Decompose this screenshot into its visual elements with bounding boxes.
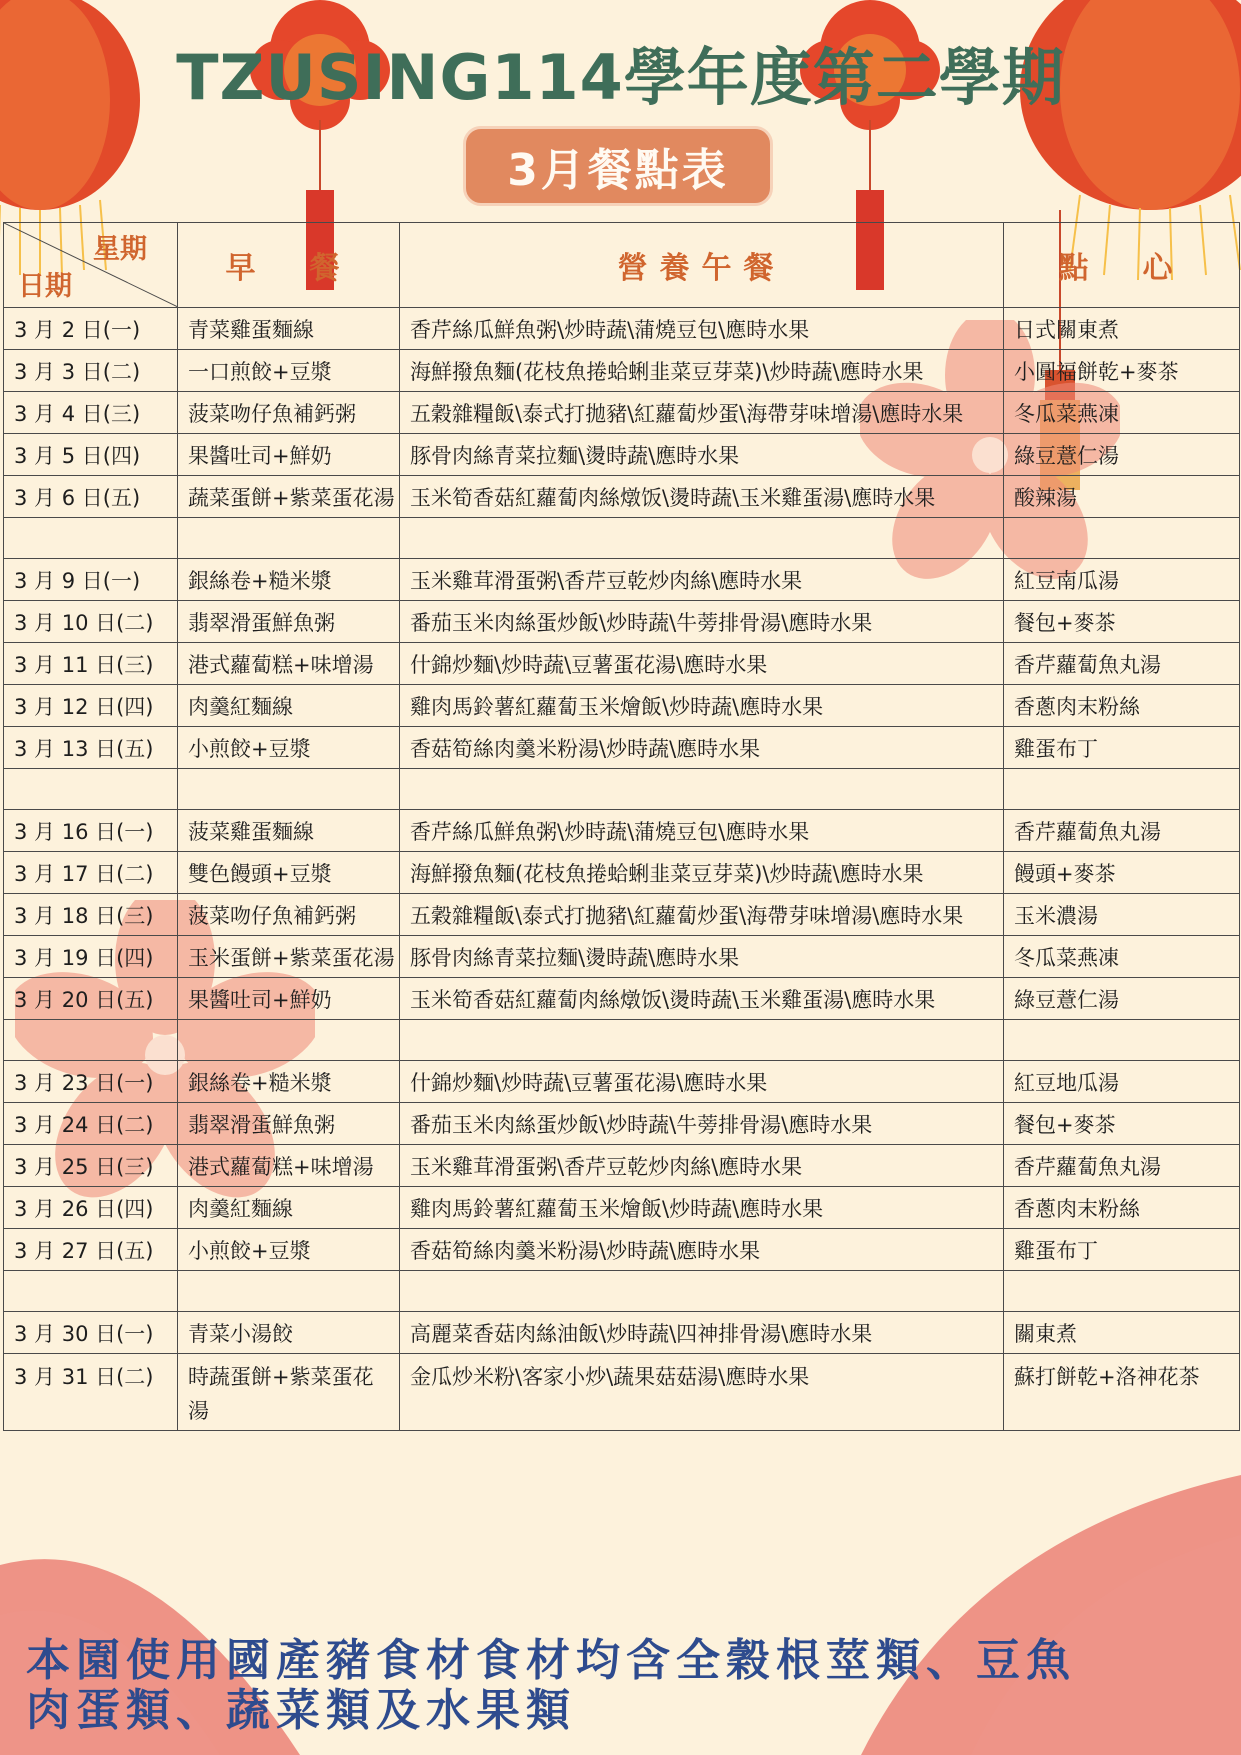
lunch-cell: 香菇筍絲肉羹米粉湯\炒時蔬\應時水果	[400, 1229, 1004, 1271]
empty-cell	[178, 1271, 400, 1312]
breakfast-cell: 玉米蛋餅+紫菜蛋花湯	[178, 936, 400, 978]
empty-cell	[4, 1271, 178, 1312]
table-row	[4, 978, 1240, 1020]
corner-date-label: 日期	[18, 271, 72, 302]
empty-cell	[178, 518, 400, 559]
footer-line-2: 肉蛋類、蔬菜類及水果類	[26, 1685, 576, 1736]
lunch-cell: 玉米筍香菇紅蘿蔔肉絲燉饭\燙時蔬\玉米雞蛋湯\應時水果	[400, 476, 1004, 518]
breakfast-cell: 銀絲卷+糙米漿	[178, 1061, 400, 1103]
breakfast-cell: 一口煎餃+豆漿	[178, 350, 400, 392]
lunch-cell: 玉米筍香菇紅蘿蔔肉絲燉饭\燙時蔬\玉米雞蛋湯\應時水果	[400, 978, 1004, 1020]
snack-cell: 關東煮	[1004, 1312, 1240, 1354]
date-cell: 3 月 12 日(四)	[4, 685, 178, 727]
date-cell: 3 月 6 日(五)	[4, 476, 178, 518]
lunch-cell: 香芹絲瓜鮮魚粥\炒時蔬\蒲燒豆包\應時水果	[400, 308, 1004, 350]
lunch-cell: 什錦炒麵\炒時蔬\豆薯蛋花湯\應時水果	[400, 1061, 1004, 1103]
table-gap-row	[4, 518, 1240, 559]
snack-cell: 冬瓜菜燕凍	[1004, 392, 1240, 434]
breakfast-cell: 時蔬蛋餅+紫菜蛋花湯	[178, 1354, 400, 1431]
meal-table	[3, 222, 1240, 1431]
snack-cell: 酸辣湯	[1004, 476, 1240, 518]
table-row	[4, 1187, 1240, 1229]
date-cell: 3 月 16 日(一)	[4, 810, 178, 852]
table-row	[4, 1145, 1240, 1187]
date-cell: 3 月 5 日(四)	[4, 434, 178, 476]
table-row	[4, 308, 1240, 350]
lunch-cell: 五穀雜糧飯\泰式打拋豬\紅蘿蔔炒蛋\海帶芽味增湯\應時水果	[400, 894, 1004, 936]
date-cell: 3 月 9 日(一)	[4, 559, 178, 601]
breakfast-cell: 翡翠滑蛋鮮魚粥	[178, 1103, 400, 1145]
lunch-cell: 海鮮撥魚麵(花枝魚捲蛤蜊韭菜豆芽菜)\炒時蔬\應時水果	[400, 852, 1004, 894]
breakfast-cell: 銀絲卷+糙米漿	[178, 559, 400, 601]
snack-cell: 綠豆薏仁湯	[1004, 978, 1240, 1020]
breakfast-cell: 翡翠滑蛋鮮魚粥	[178, 601, 400, 643]
breakfast-cell: 青菜雞蛋麵線	[178, 308, 400, 350]
snack-cell: 香芹蘿蔔魚丸湯	[1004, 810, 1240, 852]
date-cell: 3 月 30 日(一)	[4, 1312, 178, 1354]
snack-cell: 日式關東煮	[1004, 308, 1240, 350]
date-cell: 3 月 23 日(一)	[4, 1061, 178, 1103]
breakfast-cell: 蔬菜蛋餅+紫菜蛋花湯	[178, 476, 400, 518]
lunch-cell: 海鮮撥魚麵(花枝魚捲蛤蜊韭菜豆芽菜)\炒時蔬\應時水果	[400, 350, 1004, 392]
date-cell: 3 月 18 日(三)	[4, 894, 178, 936]
date-cell: 3 月 13 日(五)	[4, 727, 178, 769]
snack-cell: 紅豆南瓜湯	[1004, 559, 1240, 601]
table-row	[4, 810, 1240, 852]
table-row	[4, 643, 1240, 685]
snack-cell: 蘇打餅乾+洛神花茶	[1004, 1354, 1240, 1431]
snack-cell: 饅頭+麥茶	[1004, 852, 1240, 894]
table-row	[4, 392, 1240, 434]
snack-cell: 玉米濃湯	[1004, 894, 1240, 936]
date-cell: 3 月 26 日(四)	[4, 1187, 178, 1229]
snack-cell: 雞蛋布丁	[1004, 727, 1240, 769]
empty-cell	[400, 1271, 1004, 1312]
page-title: TZUSING114學年度第二學期	[176, 41, 1065, 114]
empty-cell	[178, 769, 400, 810]
snack-cell: 紅豆地瓜湯	[1004, 1061, 1240, 1103]
table-row	[4, 350, 1240, 392]
lunch-cell: 金瓜炒米粉\客家小炒\蔬果菇菇湯\應時水果	[400, 1354, 1004, 1431]
lunch-cell: 豚骨肉絲青菜拉麵\燙時蔬\應時水果	[400, 936, 1004, 978]
table-row	[4, 1312, 1240, 1354]
snack-cell: 雞蛋布丁	[1004, 1229, 1240, 1271]
breakfast-cell: 小煎餃+豆漿	[178, 1229, 400, 1271]
lunch-cell: 番茄玉米肉絲蛋炒飯\炒時蔬\牛蒡排骨湯\應時水果	[400, 1103, 1004, 1145]
table-row	[4, 1103, 1240, 1145]
date-cell: 3 月 27 日(五)	[4, 1229, 178, 1271]
snack-cell: 綠豆薏仁湯	[1004, 434, 1240, 476]
table-row	[4, 727, 1240, 769]
lunch-cell: 豚骨肉絲青菜拉麵\燙時蔬\應時水果	[400, 434, 1004, 476]
breakfast-cell: 菠菜雞蛋麵線	[178, 810, 400, 852]
breakfast-cell: 果醬吐司+鮮奶	[178, 434, 400, 476]
table-row	[4, 434, 1240, 476]
breakfast-header: 早 餐	[178, 223, 400, 308]
date-cell: 3 月 31 日(二)	[4, 1354, 178, 1431]
table-row	[4, 1061, 1240, 1103]
date-cell: 3 月 17 日(二)	[4, 852, 178, 894]
empty-cell	[400, 518, 1004, 559]
footer-note	[26, 1636, 1226, 1736]
table-row	[4, 601, 1240, 643]
breakfast-cell: 小煎餃+豆漿	[178, 727, 400, 769]
empty-cell	[178, 1020, 400, 1061]
breakfast-cell: 肉羹紅麵線	[178, 685, 400, 727]
snack-cell: 餐包+麥茶	[1004, 601, 1240, 643]
table-row	[4, 936, 1240, 978]
table-row	[4, 685, 1240, 727]
table-row	[4, 559, 1240, 601]
empty-cell	[400, 769, 1004, 810]
meal-table-body	[4, 308, 1240, 1431]
lunch-cell: 玉米雞茸滑蛋粥\香芹豆乾炒肉絲\應時水果	[400, 559, 1004, 601]
snack-cell: 香蔥肉末粉絲	[1004, 685, 1240, 727]
breakfast-cell: 港式蘿蔔糕+味增湯	[178, 643, 400, 685]
date-cell: 3 月 3 日(二)	[4, 350, 178, 392]
empty-cell	[1004, 518, 1240, 559]
lunch-cell: 香菇筍絲肉羹米粉湯\炒時蔬\應時水果	[400, 727, 1004, 769]
corner-week-label: 星期	[93, 234, 147, 265]
breakfast-cell: 果醬吐司+鮮奶	[178, 978, 400, 1020]
date-cell: 3 月 4 日(三)	[4, 392, 178, 434]
table-row	[4, 476, 1240, 518]
breakfast-cell: 菠菜吻仔魚補鈣粥	[178, 392, 400, 434]
breakfast-cell: 肉羹紅麵線	[178, 1187, 400, 1229]
table-header-row	[4, 223, 1240, 308]
empty-cell	[4, 769, 178, 810]
empty-cell	[4, 1020, 178, 1061]
corner-header-cell	[4, 223, 178, 308]
snack-cell: 冬瓜菜燕凍	[1004, 936, 1240, 978]
date-cell: 3 月 2 日(一)	[4, 308, 178, 350]
lunch-cell: 五穀雜糧飯\泰式打拋豬\紅蘿蔔炒蛋\海帶芽味增湯\應時水果	[400, 392, 1004, 434]
lunch-cell: 雞肉馬鈴薯紅蘿蔔玉米燴飯\炒時蔬\應時水果	[400, 685, 1004, 727]
footer-line-1: 本園使用國產豬食材食材均含全穀根莖類、豆魚	[26, 1635, 1076, 1686]
snack-header: 點 心	[1004, 223, 1240, 308]
table-row	[4, 852, 1240, 894]
table-row	[4, 1354, 1240, 1431]
date-cell: 3 月 19 日(四)	[4, 936, 178, 978]
snack-cell: 餐包+麥茶	[1004, 1103, 1240, 1145]
breakfast-cell: 港式蘿蔔糕+味增湯	[178, 1145, 400, 1187]
date-cell: 3 月 25 日(三)	[4, 1145, 178, 1187]
table-row	[4, 1229, 1240, 1271]
snack-cell: 香芹蘿蔔魚丸湯	[1004, 643, 1240, 685]
lunch-cell: 香芹絲瓜鮮魚粥\炒時蔬\蒲燒豆包\應時水果	[400, 810, 1004, 852]
breakfast-cell: 菠菜吻仔魚補鈣粥	[178, 894, 400, 936]
snack-cell: 香芹蘿蔔魚丸湯	[1004, 1145, 1240, 1187]
lunch-cell: 玉米雞茸滑蛋粥\香芹豆乾炒肉絲\應時水果	[400, 1145, 1004, 1187]
empty-cell	[1004, 1020, 1240, 1061]
date-cell: 3 月 24 日(二)	[4, 1103, 178, 1145]
snack-cell: 小圓福餅乾+麥茶	[1004, 350, 1240, 392]
empty-cell	[1004, 1271, 1240, 1312]
empty-cell	[1004, 769, 1240, 810]
empty-cell	[4, 518, 178, 559]
table-gap-row	[4, 769, 1240, 810]
table-row	[4, 894, 1240, 936]
lunch-cell: 番茄玉米肉絲蛋炒飯\炒時蔬\牛蒡排骨湯\應時水果	[400, 601, 1004, 643]
lunch-header: 營養午餐	[400, 223, 1004, 308]
table-gap-row	[4, 1020, 1240, 1061]
lunch-cell: 什錦炒麵\炒時蔬\豆薯蛋花湯\應時水果	[400, 643, 1004, 685]
table-gap-row	[4, 1271, 1240, 1312]
date-cell: 3 月 10 日(二)	[4, 601, 178, 643]
page-subtitle: 3月餐點表	[463, 126, 773, 206]
breakfast-cell: 青菜小湯餃	[178, 1312, 400, 1354]
empty-cell	[400, 1020, 1004, 1061]
lunch-cell: 雞肉馬鈴薯紅蘿蔔玉米燴飯\炒時蔬\應時水果	[400, 1187, 1004, 1229]
breakfast-cell: 雙色饅頭+豆漿	[178, 852, 400, 894]
date-cell: 3 月 11 日(三)	[4, 643, 178, 685]
snack-cell: 香蔥肉末粉絲	[1004, 1187, 1240, 1229]
date-cell: 3 月 20 日(五)	[4, 978, 178, 1020]
lunch-cell: 高麗菜香菇肉絲油飯\炒時蔬\四神排骨湯\應時水果	[400, 1312, 1004, 1354]
